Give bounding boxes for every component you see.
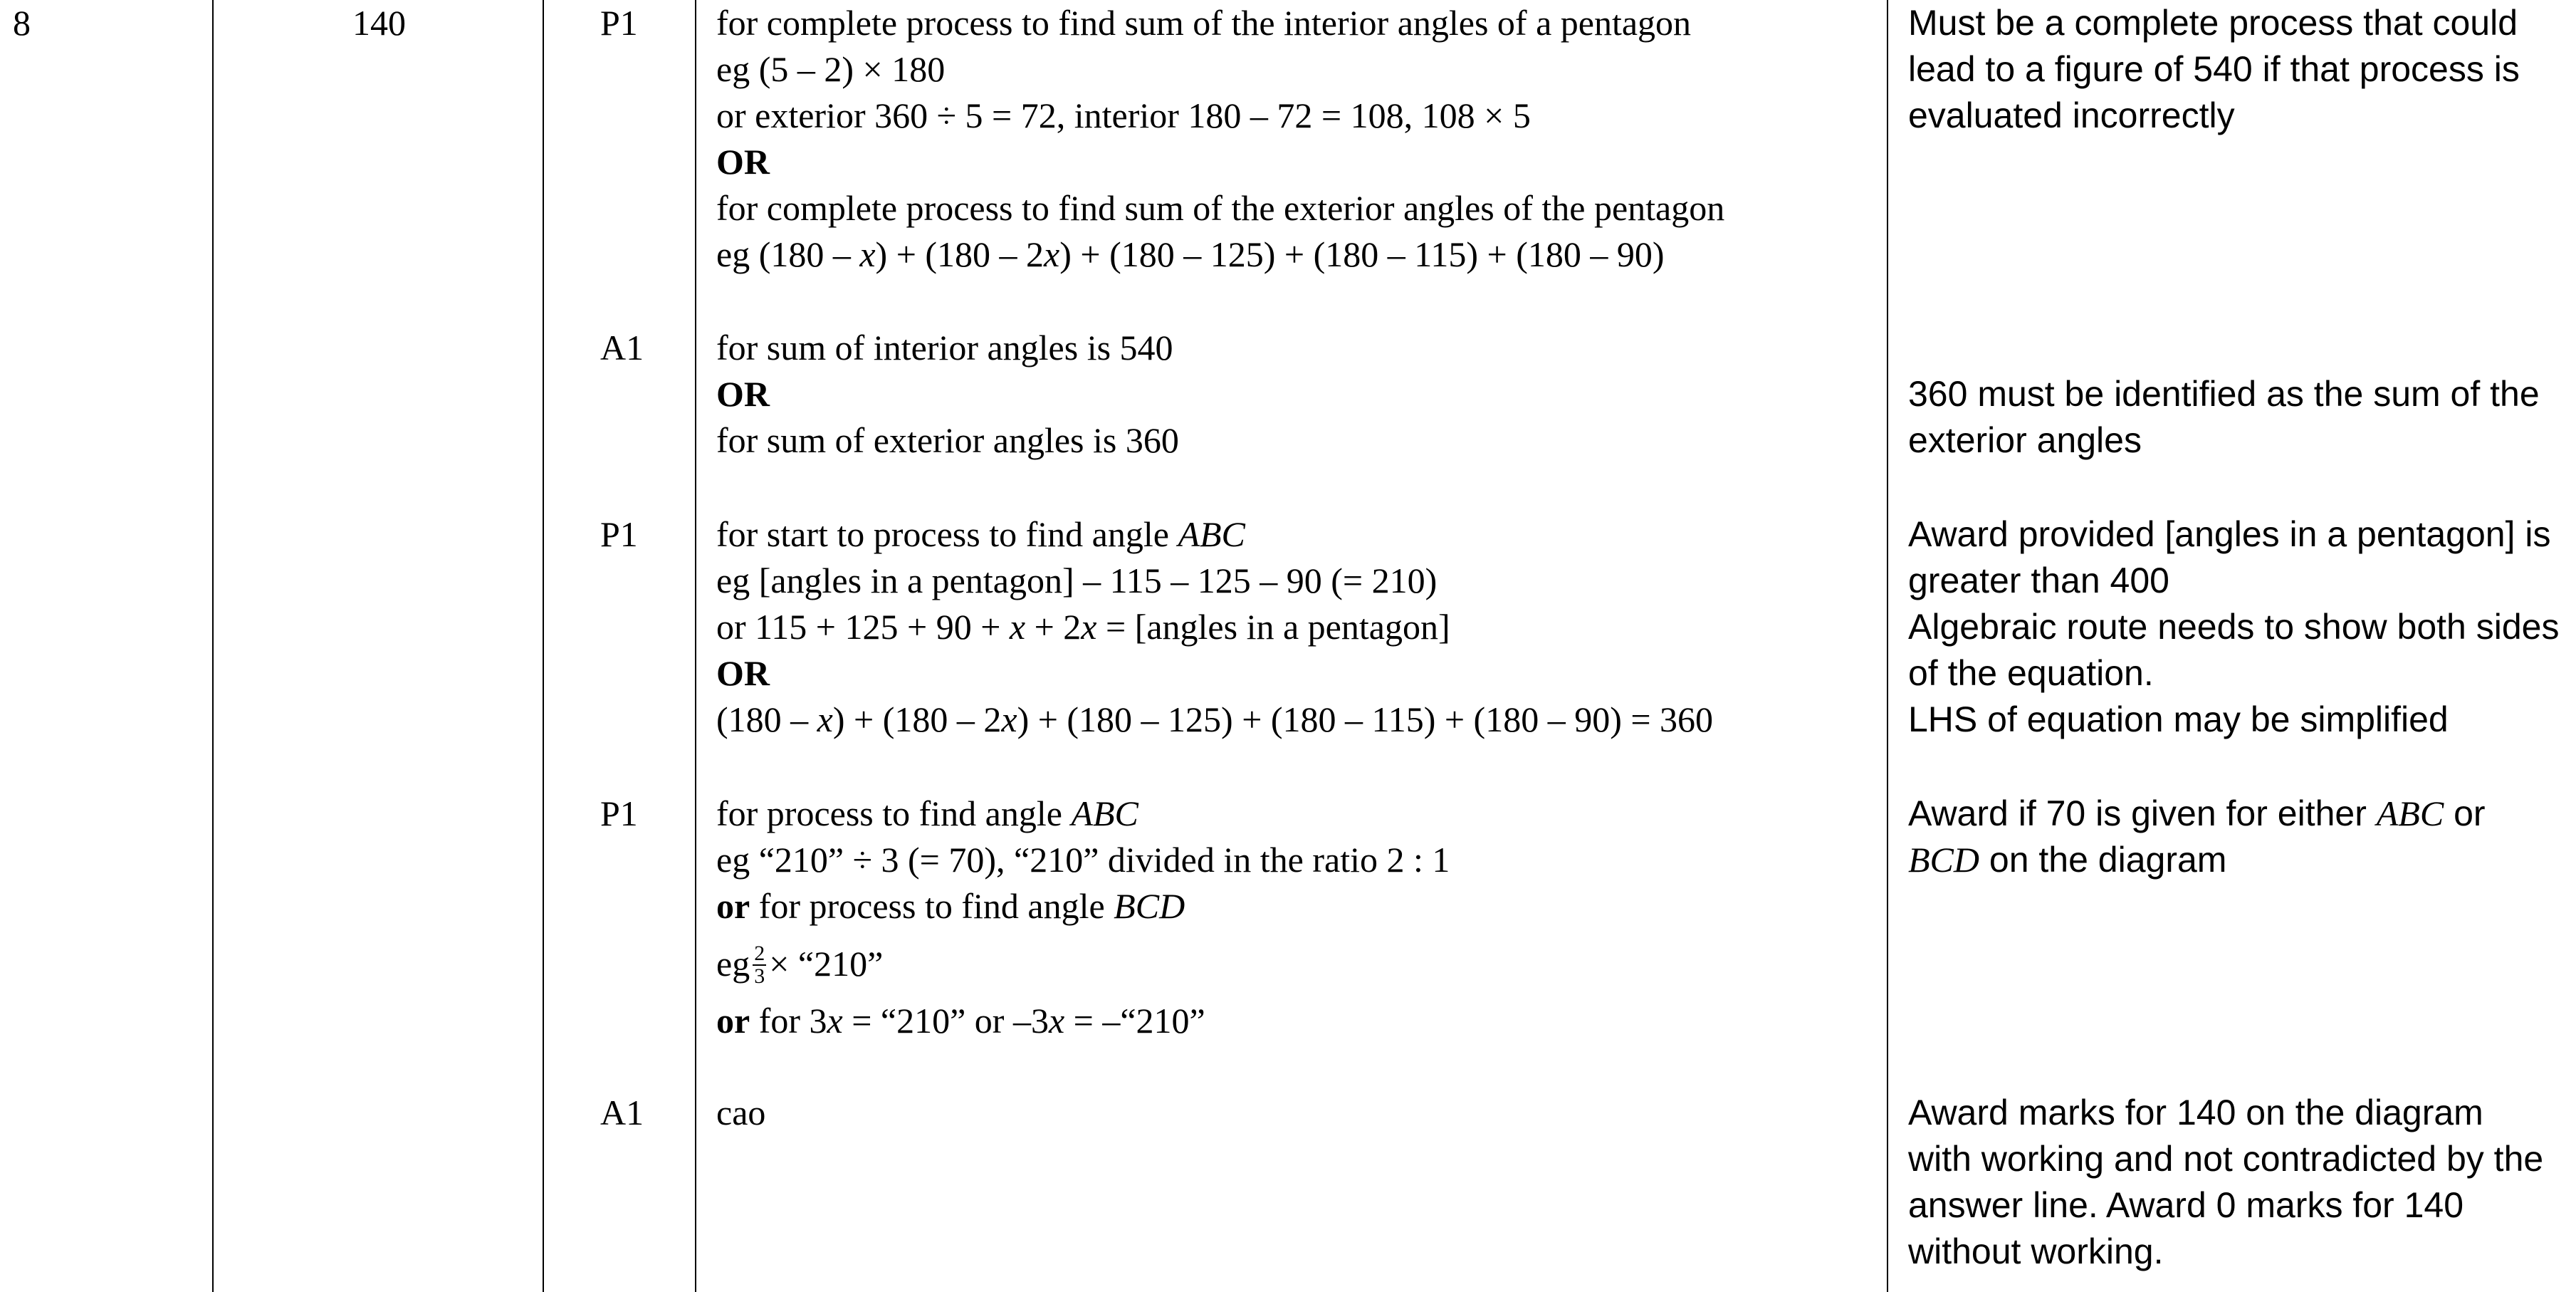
text-run: or	[2444, 793, 2486, 833]
guidance-notes	[1908, 371, 2540, 464]
process-text	[716, 511, 1713, 743]
guidance-notes	[1908, 1090, 2543, 1275]
mark-code: P1	[600, 3, 638, 43]
notes-line: evaluated incorrectly	[1908, 95, 2235, 135]
text-run: for process to find angle	[716, 793, 1072, 833]
angle-label: ABC	[1178, 514, 1245, 554]
process-line	[716, 929, 1450, 998]
notes-line: answer line. Award 0 marks for 140	[1908, 1185, 2464, 1225]
angle-label: BCD	[1114, 886, 1185, 926]
text-run: × “210”	[769, 944, 884, 984]
notes-line: Award marks for 140 on the diagram	[1908, 1093, 2483, 1132]
notes-line: with working and not contradicted by the	[1908, 1139, 2544, 1179]
mark-code: A1	[600, 328, 644, 368]
angle-label: ABC	[1071, 793, 1138, 833]
variable-x: x	[1009, 607, 1026, 647]
notes-line: greater than 400	[1908, 561, 2169, 600]
process-line: for sum of exterior angles is 360	[716, 420, 1179, 460]
variable-x: x	[1001, 699, 1017, 739]
text-run: ) + (180 – 2	[875, 234, 1044, 274]
text-run: eg (180 –	[716, 234, 860, 274]
mark-code: P1	[600, 514, 638, 554]
notes-line: without working.	[1908, 1231, 2164, 1271]
or-keyword: or	[716, 886, 750, 926]
process-line	[716, 511, 1713, 558]
text-run: = “210” or –3	[842, 1001, 1049, 1041]
notes-line	[1908, 791, 2486, 837]
column-divider	[543, 0, 544, 1292]
notes-line: Algebraic route needs to show both sides	[1908, 607, 2560, 647]
text-run: or 115 + 125 + 90 +	[716, 607, 1010, 647]
text-run: for 3	[750, 1001, 827, 1041]
variable-x: x	[1048, 1001, 1065, 1041]
variable-x: x	[827, 1001, 843, 1041]
process-line	[716, 791, 1450, 837]
fraction-denominator: 3	[754, 964, 765, 988]
fraction	[753, 943, 766, 987]
text-run: for start to process to find angle	[716, 514, 1178, 554]
process-line	[716, 998, 1450, 1044]
guidance-notes	[1908, 511, 2559, 743]
process-line: cao	[716, 1093, 766, 1132]
or-separator: OR	[716, 374, 770, 414]
column-divider	[1887, 0, 1888, 1292]
text-run: on the diagram	[1979, 840, 2227, 880]
or-separator: OR	[716, 142, 770, 182]
text-run: eg	[716, 944, 750, 984]
or-separator: OR	[716, 653, 770, 693]
column-divider	[695, 0, 696, 1292]
mark-code: A1	[600, 1093, 644, 1132]
process-line	[716, 697, 1713, 743]
process-line: for sum of interior angles is 540	[716, 328, 1173, 368]
process-text	[716, 1090, 765, 1136]
process-line: eg (5 – 2) × 180	[716, 49, 946, 89]
process-text	[716, 325, 1179, 464]
text-run: ) + (180 – 125) + (180 – 115) + (180 – 90) = 360	[1017, 699, 1714, 739]
angle-label: BCD	[1908, 840, 1979, 880]
notes-line: Award provided [angles in a pentagon] is	[1908, 514, 2551, 554]
variable-x: x	[1081, 607, 1097, 647]
text-run: = –“210”	[1064, 1001, 1205, 1041]
guidance-notes	[1908, 791, 2486, 883]
text-run: = [angles in a pentagon]	[1096, 607, 1450, 647]
process-line	[716, 883, 1450, 929]
notes-line	[1908, 837, 2486, 883]
variable-x: x	[1044, 234, 1060, 274]
angle-label: ABC	[2376, 793, 2444, 833]
text-run: ) + (180 – 125) + (180 – 115) + (180 – 90)	[1059, 234, 1665, 274]
notes-line: exterior angles	[1908, 420, 2142, 460]
process-line: eg [angles in a pentagon] – 115 – 125 – 90 (= 210)	[716, 561, 1438, 600]
or-keyword: or	[716, 1001, 750, 1041]
process-text	[716, 0, 1724, 278]
fraction-numerator: 2	[754, 941, 765, 965]
process-line	[716, 604, 1713, 650]
notes-line: of the equation.	[1908, 653, 2154, 693]
notes-line: lead to a figure of 540 if that process is	[1908, 49, 2520, 89]
process-text	[716, 791, 1450, 1044]
notes-line: Must be a complete process that could	[1908, 3, 2518, 43]
text-run: (180 –	[716, 699, 817, 739]
notes-line: 360 must be identified as the sum of the	[1908, 374, 2540, 414]
guidance-notes	[1908, 0, 2520, 139]
process-line: for complete process to find sum of the interior angles of a pentagon	[716, 3, 1692, 43]
answer-value: 140	[352, 3, 406, 43]
text-run: Award if 70 is given for either	[1908, 793, 2377, 833]
text-run: + 2	[1025, 607, 1082, 647]
question-number: 8	[13, 3, 31, 43]
column-divider	[212, 0, 214, 1292]
variable-x: x	[817, 699, 833, 739]
mark-code: P1	[600, 793, 638, 833]
text-run: ) + (180 – 2	[832, 699, 1002, 739]
variable-x: x	[859, 234, 876, 274]
text-run: for process to find angle	[750, 886, 1114, 926]
process-line	[716, 231, 1724, 278]
process-line: for complete process to find sum of the exterior angles of the pentagon	[716, 188, 1725, 228]
notes-line: LHS of equation may be simplified	[1908, 699, 2449, 739]
process-line: eg “210” ÷ 3 (= 70), “210” divided in the ratio 2 : 1	[716, 840, 1450, 880]
process-line: or exterior 360 ÷ 5 = 72, interior 180 – 72 = 108, 108 × 5	[716, 95, 1531, 135]
